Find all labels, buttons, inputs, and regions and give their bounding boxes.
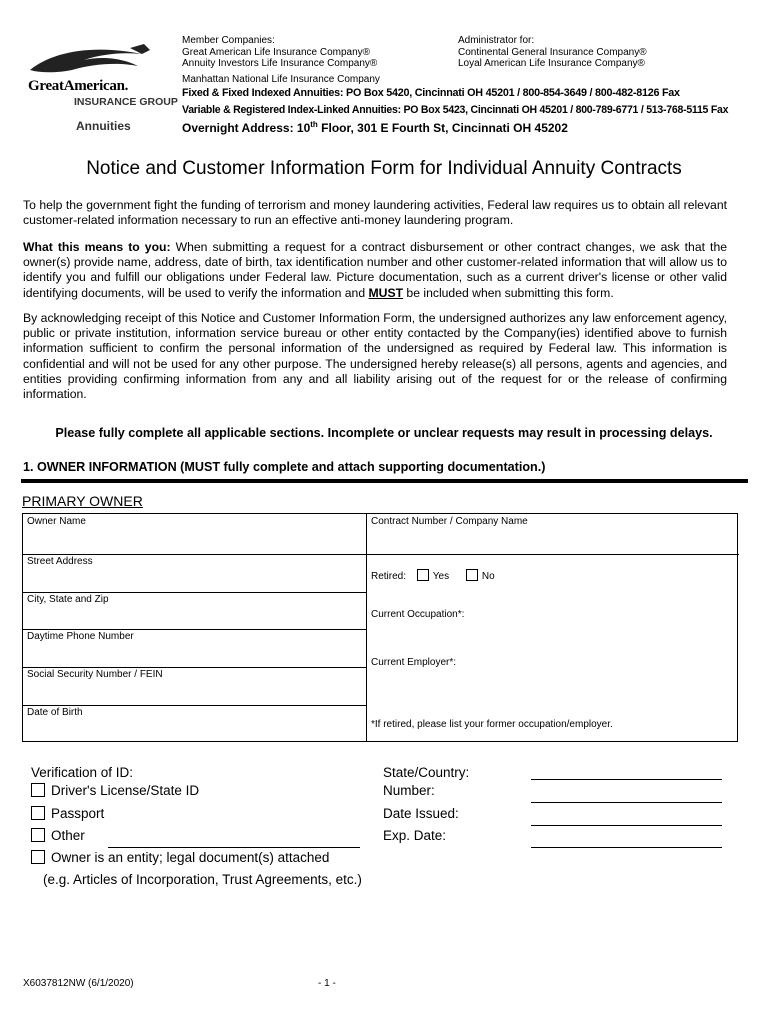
processing-notice: Please fully complete all applicable sections. Incomplete or unclear requests may result in processing delays. xyxy=(55,426,713,440)
ssn-fein-field[interactable]: Social Security Number / FEIN xyxy=(27,669,163,680)
drivers-license-checkbox[interactable] xyxy=(31,783,45,797)
verification-title: Verification of ID: xyxy=(31,765,134,780)
admin-label: Administrator for: xyxy=(458,35,535,46)
intro-paragraph: To help the government fight the funding of terrorism and money laundering activities, Federal law requires us to obtain all relevant customer-related information necessary to run an effective anti-money laundering program. xyxy=(23,198,727,228)
exp-date-line[interactable] xyxy=(531,847,722,848)
section-heading-owner: 1. OWNER INFORMATION (MUST fully complete and attach supporting documentation.) xyxy=(23,460,546,474)
logo-group: INSURANCE GROUP xyxy=(74,96,178,108)
number-line[interactable] xyxy=(531,802,722,803)
member-company: Manhattan National Life Insurance Company xyxy=(182,73,380,85)
member-company: Annuity Investors Life Insurance Company® xyxy=(182,58,378,70)
admin-company: Loyal American Life Insurance Company® xyxy=(458,58,645,70)
entity-example: (e.g. Articles of Incorporation, Trust Agreements, etc.) xyxy=(43,872,362,887)
other-option[interactable]: Other xyxy=(31,828,85,843)
owner-name-field[interactable]: Owner Name xyxy=(27,516,86,527)
date-issued-label: Date Issued: xyxy=(383,806,459,821)
state-country-line[interactable] xyxy=(531,779,722,780)
street-address-field[interactable]: Street Address xyxy=(27,556,93,567)
state-country-label: State/Country: xyxy=(383,765,470,780)
company-logo xyxy=(22,40,178,136)
logo-division: Annuities xyxy=(76,119,131,133)
owner-info-table xyxy=(22,513,738,742)
authorization-paragraph: By acknowledging receipt of this Notice and Customer Information Form, the undersigned authorizes any law enforcement agency, public or private institution, information service bureau or other entity contacted by the Company(ies) identified above to furnish information sufficient to confirm the personal information of the undersigned as required by Federal law. This information is confidential and will not be used for any other purpose. The undersigned hereby release(s) all persons, agents and agencies, and entities providing confirming information from any and all liability arising out of the request for or the release of confirming information. xyxy=(23,311,727,402)
current-employer-field[interactable]: Current Employer*: xyxy=(371,657,457,668)
drivers-license-option[interactable]: Driver's License/State ID xyxy=(31,783,199,798)
date-issued-line[interactable] xyxy=(531,825,722,826)
member-company: Great American Life Insurance Company® xyxy=(182,46,371,58)
retired-note: *If retired, please list your former occupation/employer. xyxy=(371,719,613,730)
city-state-zip-field[interactable]: City, State and Zip xyxy=(27,594,109,605)
variable-annuity-address: Variable & Registered Index-Linked Annuities: PO Box 5423, Cincinnati OH 45201 / 800-789-6771 / 513-768-5115 Fax xyxy=(182,104,729,116)
entity-option[interactable]: Owner is an entity; legal document(s) attached xyxy=(31,850,329,865)
other-checkbox[interactable] xyxy=(31,828,45,842)
other-line[interactable] xyxy=(108,847,360,848)
member-label: Member Companies: xyxy=(182,35,275,46)
retired-no-checkbox[interactable] xyxy=(466,569,478,581)
retired-question: Retired: Yes No xyxy=(371,571,495,582)
exp-date-label: Exp. Date: xyxy=(383,828,447,843)
date-of-birth-field[interactable]: Date of Birth xyxy=(27,707,83,718)
logo-name: GreatAmerican. xyxy=(28,78,129,94)
member-companies xyxy=(182,35,380,85)
fixed-annuity-address: Fixed & Fixed Indexed Annuities: PO Box 5420, Cincinnati OH 45201 / 800-854-3649 / 800-482-8126 Fax xyxy=(182,87,680,99)
section-divider xyxy=(21,479,748,483)
primary-owner-heading: PRIMARY OWNER xyxy=(22,493,143,509)
number-label: Number: xyxy=(383,783,435,798)
form-id: X6037812NW (6/1/2020) xyxy=(23,978,134,989)
eagle-icon xyxy=(22,40,162,80)
page-number: - 1 - xyxy=(318,978,336,989)
daytime-phone-field[interactable]: Daytime Phone Number xyxy=(27,631,134,642)
overnight-address: Overnight Address: 10th Floor, 301 E Fourth St, Cincinnati OH 45202 xyxy=(182,120,568,135)
retired-yes-checkbox[interactable] xyxy=(417,569,429,581)
admin-company: Continental General Insurance Company® xyxy=(458,46,647,58)
entity-checkbox[interactable] xyxy=(31,850,45,864)
what-this-means-paragraph: What this means to you: When submitting a request for a contract disbursement or other contract changes, we ask that the owner(s) provide name, address, date of birth, tax identification number and other customer-related information that will allow us to identify you and fulfill our obligations under Federal law. Picture documentation, such as a current driver's license or other valid identifying documents, will be used to verify the information and MUST be included when submitting this form. xyxy=(23,240,727,300)
passport-checkbox[interactable] xyxy=(31,806,45,820)
administrator-for xyxy=(458,35,647,70)
passport-option[interactable]: Passport xyxy=(31,806,104,821)
page-title: Notice and Customer Information Form for Individual Annuity Contracts xyxy=(86,158,682,179)
current-occupation-field[interactable]: Current Occupation*: xyxy=(371,609,465,620)
contract-number-field[interactable]: Contract Number / Company Name xyxy=(371,516,528,527)
